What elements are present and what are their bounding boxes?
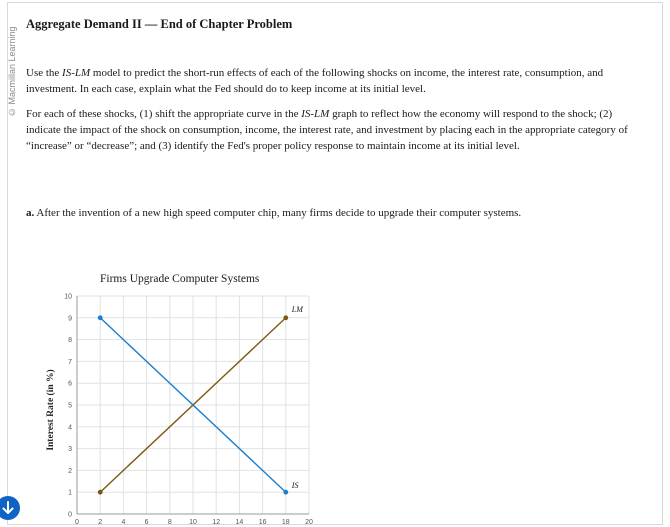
x-tick-label: 6 bbox=[144, 519, 149, 526]
y-tick-label: 9 bbox=[68, 315, 72, 323]
is-curve-endpoint[interactable] bbox=[283, 490, 288, 495]
lm-curve-endpoint[interactable] bbox=[98, 490, 103, 495]
x-tick-label: 16 bbox=[258, 519, 267, 526]
model-name: IS-LM bbox=[301, 108, 330, 120]
x-tick-label: 0 bbox=[75, 519, 79, 526]
x-tick-label: 12 bbox=[212, 519, 221, 526]
page-title: Aggregate Demand II — End of Chapter Problem bbox=[26, 17, 293, 31]
y-tick-label: 7 bbox=[68, 358, 72, 366]
copyright-watermark: © Macmillan Learning bbox=[7, 26, 17, 117]
x-tick-label: 10 bbox=[189, 519, 197, 526]
y-tick-label: 0 bbox=[68, 511, 72, 519]
y-tick-label: 5 bbox=[68, 402, 72, 410]
x-tick-label: 4 bbox=[121, 519, 126, 526]
x-tick-label: 18 bbox=[281, 519, 290, 526]
x-tick-label: 14 bbox=[235, 519, 244, 526]
x-tick-label: 8 bbox=[167, 519, 172, 526]
question-a-label: a. bbox=[26, 207, 35, 219]
is-curve-label: IS bbox=[291, 481, 299, 491]
lm-curve-endpoint[interactable] bbox=[283, 315, 288, 320]
y-tick-label: 2 bbox=[68, 467, 72, 475]
model-name: IS-LM bbox=[62, 67, 91, 79]
y-tick-label: 3 bbox=[68, 446, 72, 454]
y-tick-label: 10 bbox=[64, 293, 72, 301]
y-tick-label: 1 bbox=[68, 489, 72, 497]
instructions-text-pre: Use the bbox=[26, 67, 63, 79]
question-a-text: After the invention of a new high speed computer chip, many firms decide to upgrade their computer systems. bbox=[34, 207, 522, 219]
task-text-pre: For each of these shocks, (1) shift the appropriate curve in the bbox=[26, 108, 302, 120]
y-tick-label: 8 bbox=[68, 337, 72, 345]
task-text-post: graph to reflect how the economy will respond to the shock; (2) indicate the impact of the shock on consumption, income, the interest rate, and investment by placing each in the appropriate category of “increase” or “decrease”; and (3) identify the Fed's proper policy response to maintain income at its initial level. bbox=[26, 108, 628, 152]
chart-title: Firms Upgrade Computer Systems bbox=[100, 273, 260, 285]
y-tick-label: 6 bbox=[68, 380, 72, 388]
arrow-down-icon bbox=[1, 501, 15, 515]
is-curve-endpoint[interactable] bbox=[98, 315, 103, 320]
y-axis-label: Interest Rate (in %) bbox=[46, 369, 56, 451]
x-tick-label: 2 bbox=[98, 519, 103, 526]
x-tick-label: 20 bbox=[305, 519, 313, 526]
y-tick-label: 4 bbox=[68, 424, 72, 432]
lm-curve-label: LM bbox=[291, 304, 303, 314]
instructions-text-post: model to predict the short-run effects of each of the following shocks on income, the interest rate, consumption, and investment. In each case, explain what the Fed should do to keep income at its initial level. bbox=[26, 67, 604, 95]
